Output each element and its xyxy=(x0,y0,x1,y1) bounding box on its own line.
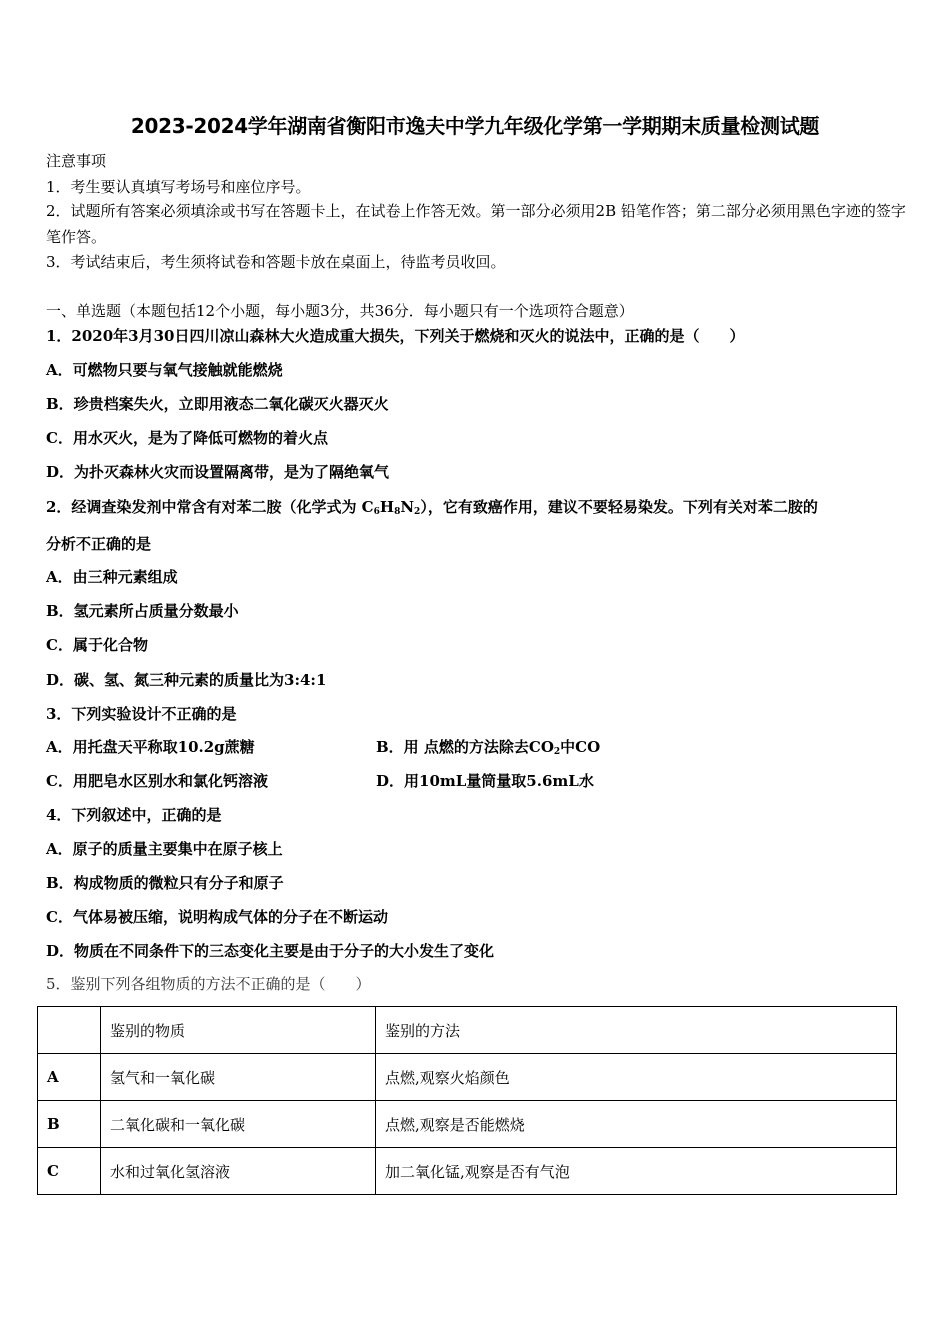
section-heading: 一、单选题（本题包括12个小题，每小题3分，共36分．每小题只有一个选项符合题意） xyxy=(46,302,634,320)
question-stem: 3．下列实验设计不正确的是 xyxy=(46,705,237,723)
table-row xyxy=(38,1054,897,1101)
table-cell: B xyxy=(38,1101,101,1148)
table-cell: A xyxy=(38,1054,101,1101)
option-d: D．用10mL量筒量取5.6mL水 xyxy=(376,772,594,790)
question-stem: 2．经调查染发剂中常含有对苯二胺（化学式为 $C_6H_8N_2$），它有致癌作用，建议不要轻易染发。下列有关对苯二胺的 xyxy=(46,498,818,517)
page-title: 2023-2024学年湖南省衡阳市逸夫中学九年级化学第一学期期末质量检测试题 xyxy=(130,114,820,138)
option-b: B．用 点燃的方法除去$CO_2$中CO xyxy=(376,738,601,757)
option-a: A．原子的质量主要集中在原子核上 xyxy=(46,840,283,858)
notice-item: 2．试题所有答案必须填涂或书写在答题卡上，在试卷上作答无效。第一部分必须用2B 铅笔作答；第二部分必须用黑色字迹的签字笔作答。 xyxy=(46,202,906,246)
table-header-row xyxy=(38,1007,897,1054)
question-stem: 5．鉴别下列各组物质的方法不正确的是（ ） xyxy=(46,975,371,993)
table-header-cell: 鉴别的方法 xyxy=(376,1007,897,1054)
option-c: C．用肥皂水区别水和氯化钙溶液 xyxy=(46,772,268,790)
option-c: C．用水灭火，是为了降低可燃物的着火点 xyxy=(46,429,328,447)
notice-heading: 注意事项 xyxy=(46,152,107,170)
notice-item: 1．考生要认真填写考场号和座位序号。 xyxy=(46,178,311,196)
option-b: B．珍贵档案失火，立即用液态二氧化碳灭火器灭火 xyxy=(46,395,389,413)
table-cell: 水和过氧化氢溶液 xyxy=(101,1148,376,1195)
option-d: D．为扑灭森林火灾而设置隔离带，是为了隔绝氧气 xyxy=(46,463,390,481)
question-stem: 4．下列叙述中，正确的是 xyxy=(46,806,222,824)
notice-item: 3．考试结束后，考生须将试卷和答题卡放在桌面上，待监考员收回。 xyxy=(46,253,506,271)
option-d: D．碳、氢、氮三种元素的质量比为3:4:1 xyxy=(46,671,327,689)
option-a: A．可燃物只要与氧气接触就能燃烧 xyxy=(46,361,283,379)
table-row xyxy=(38,1101,897,1148)
table-cell: 氢气和一氧化碳 xyxy=(101,1054,376,1101)
table-cell: 点燃,观察是否能燃烧 xyxy=(376,1101,897,1148)
option-a: A．由三种元素组成 xyxy=(46,568,178,586)
table-header-cell: 鉴别的物质 xyxy=(101,1007,376,1054)
option-c: C．气体易被压缩，说明构成气体的分子在不断运动 xyxy=(46,908,388,926)
table-row xyxy=(38,1148,897,1195)
table-cell: 点燃,观察火焰颜色 xyxy=(376,1054,897,1101)
option-a: A．用托盘天平称取10.2g蔗糖 xyxy=(46,738,255,756)
option-b: B．氢元素所占质量分数最小 xyxy=(46,602,239,620)
table-header-cell xyxy=(38,1007,101,1054)
option-c: C．属于化合物 xyxy=(46,636,148,654)
table-cell: C xyxy=(38,1148,101,1195)
identification-table xyxy=(37,1006,897,1195)
option-d: D．物质在不同条件下的三态变化主要是由于分子的大小发生了变化 xyxy=(46,942,495,960)
question-stem: 1．2020年3月30日四川凉山森林大火造成重大损失，下列关于燃烧和灭火的说法中，正确的是（ ） xyxy=(46,327,745,345)
table-cell: 二氧化碳和一氧化碳 xyxy=(101,1101,376,1148)
option-b: B．构成物质的微粒只有分子和原子 xyxy=(46,874,284,892)
table-cell: 加二氧化锰,观察是否有气泡 xyxy=(376,1148,897,1195)
question-stem-continued: 分析不正确的是 xyxy=(46,535,152,553)
